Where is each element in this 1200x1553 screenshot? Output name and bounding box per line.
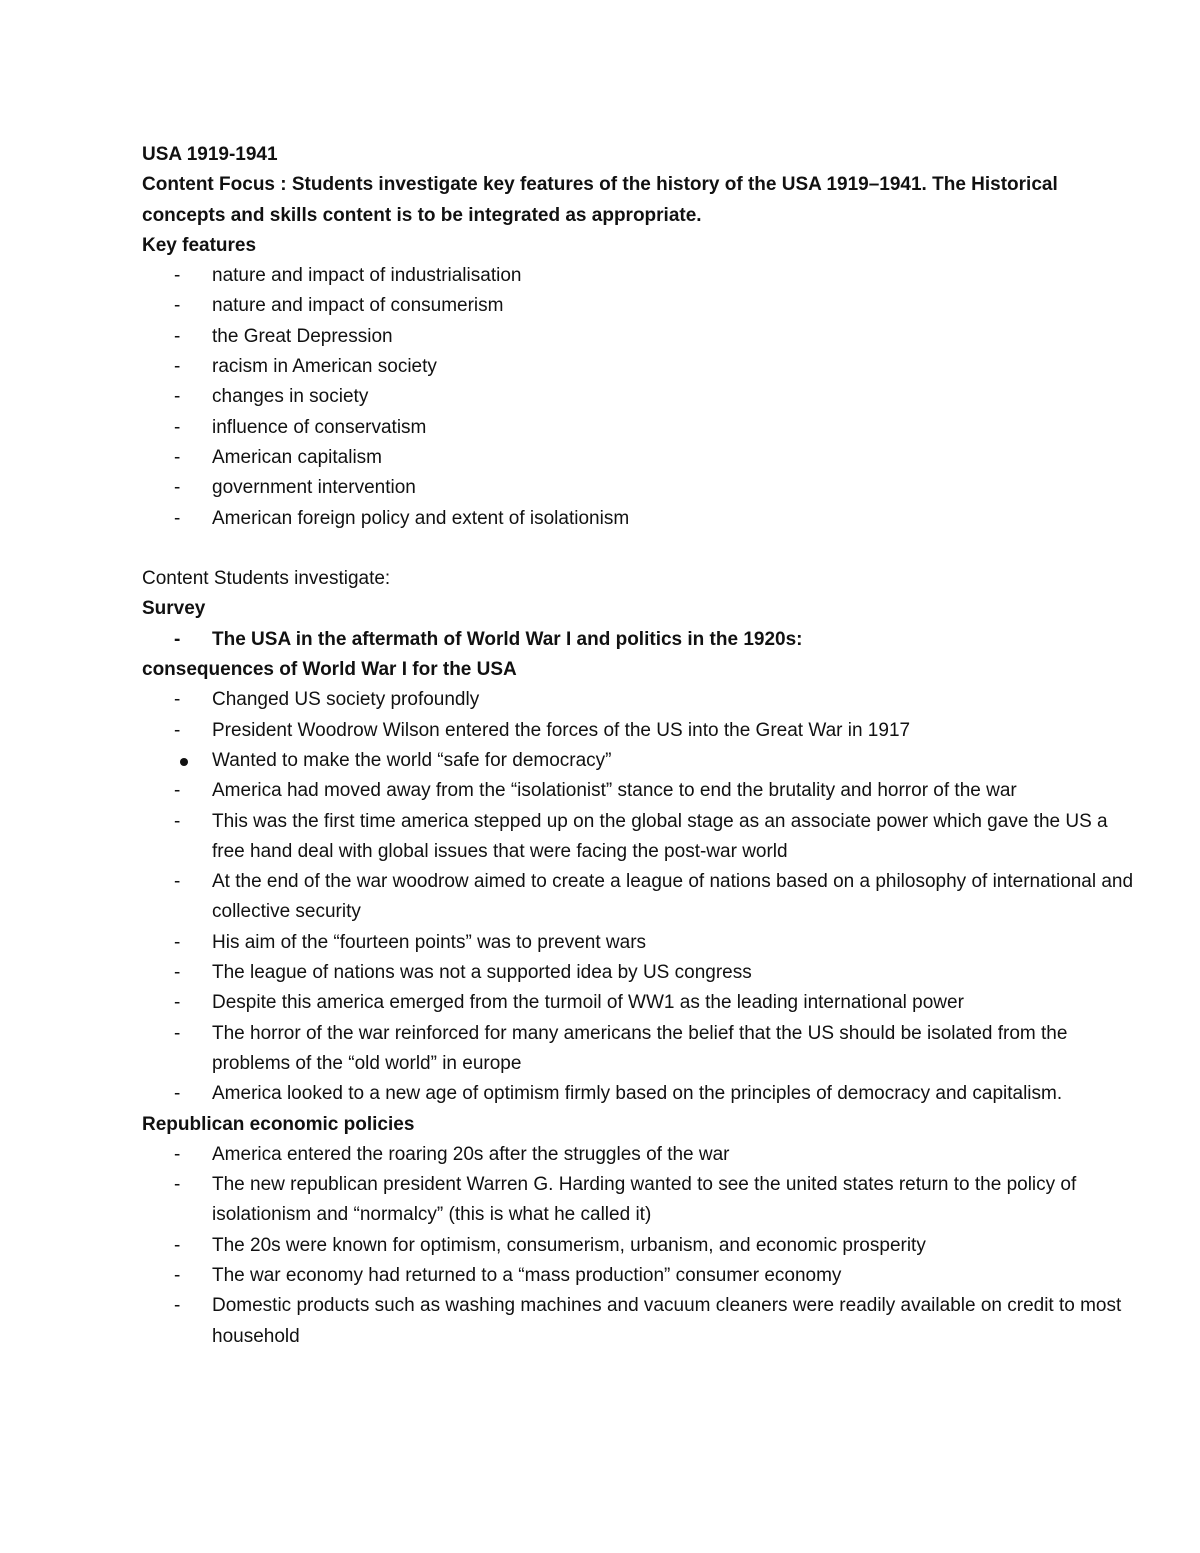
list-item: - America had moved away from the “isolationist” stance to end the brutality and horror of the war: [142, 776, 1142, 806]
list-item: - American foreign policy and extent of isolationism: [142, 504, 1142, 534]
list-item: - influence of conservatism: [142, 413, 1142, 443]
content-intro: Content Students investigate:: [142, 568, 391, 590]
survey-list: [142, 625, 1142, 655]
list-item: - The new republican president Warren G. Harding wanted to see the united states return to the policy of isolationism and “normalcy” (this is what he called it): [142, 1170, 1142, 1231]
blank-line: [142, 534, 1142, 564]
list-item: - changes in society: [142, 382, 1142, 412]
list-item: - Despite this america emerged from the turmoil of WW1 as the leading international power: [142, 988, 1142, 1018]
list-item: - America looked to a new age of optimism firmly based on the principles of democracy and capitalism.: [142, 1079, 1142, 1109]
list-item: - government intervention: [142, 473, 1142, 503]
document-page: [142, 140, 1142, 1352]
list-item: - The league of nations was not a supported idea by US congress: [142, 958, 1142, 988]
republican-list: [142, 1140, 1142, 1352]
list-item: - At the end of the war woodrow aimed to create a league of nations based on a philosophy of international and collective security: [142, 867, 1142, 928]
list-item: - This was the first time america stepped up on the global stage as an associate power which gave the US a free hand deal with global issues that were facing the post-war world: [142, 807, 1142, 868]
list-item: - President Woodrow Wilson entered the forces of the US into the Great War in 1917: [142, 716, 1142, 746]
content-focus: Content Focus : Students investigate key features of the history of the USA 1919–1941. The Historical concepts and skills content is to be integrated as appropriate.: [142, 174, 1058, 226]
list-item: - Changed US society profoundly: [142, 685, 1142, 715]
list-item: - nature and impact of industrialisation: [142, 261, 1142, 291]
survey-heading: Survey: [142, 598, 206, 620]
consequences-list-continued: [142, 776, 1142, 1109]
consequences-list: [142, 685, 1142, 746]
list-item: - America entered the roaring 20s after the struggles of the war: [142, 1140, 1142, 1170]
key-features-heading: Key features: [142, 234, 257, 256]
list-item: - American capitalism: [142, 443, 1142, 473]
list-item: - The 20s were known for optimism, consumerism, urbanism, and economic prosperity: [142, 1231, 1142, 1261]
republican-heading: Republican economic policies: [142, 1113, 415, 1135]
sub-list-item: Wanted to make the world “safe for democracy”: [142, 746, 1142, 776]
list-item: - The war economy had returned to a “mass production” consumer economy: [142, 1261, 1142, 1291]
consequences-sublist: [142, 746, 1142, 776]
list-item: - The USA in the aftermath of World War I and politics in the 1920s:: [142, 625, 1142, 655]
document-title: USA 1919-1941: [142, 144, 278, 165]
key-features-list: [142, 261, 1142, 534]
consequences-heading: consequences of World War I for the USA: [142, 659, 517, 681]
list-item: - The horror of the war reinforced for many americans the belief that the US should be isolated from the problems of the “old world” in europe: [142, 1019, 1142, 1080]
list-item: - nature and impact of consumerism: [142, 291, 1142, 321]
list-item: - Domestic products such as washing machines and vacuum cleaners were readily available on credit to most household: [142, 1291, 1142, 1352]
list-item: - His aim of the “fourteen points” was to prevent wars: [142, 928, 1142, 958]
list-item: - the Great Depression: [142, 322, 1142, 352]
list-item: - racism in American society: [142, 352, 1142, 382]
